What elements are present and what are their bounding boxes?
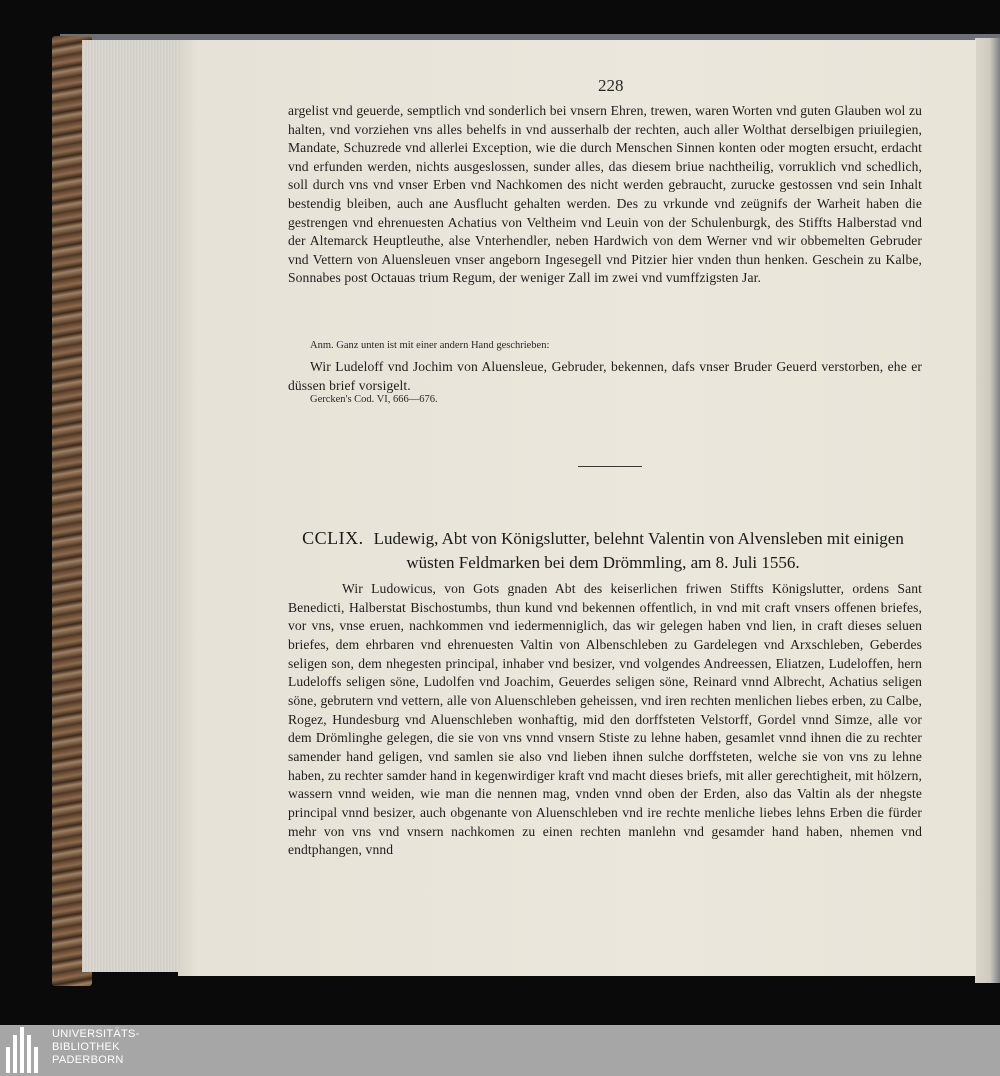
document-heading bbox=[300, 526, 906, 575]
paragraph-charter-conclusion: argelist vnd geuerde, semptlich vnd sonderlich bei vnsern Ehren, trewen, waren Worten vnd guten Glauben wol zu halten, vnd vorziehen vns alles behelfs in vnd ausserhalb der rechten, auch aller Wolthat derselbigen priuilegien, Mandate, Schuzrede vnd allerlei Exception, wie die durch Menschen Sinnen konten oder mogten ersucht, erdacht vnd erfunden werden, nichts ausgeslossen, sunder alles, das diesem briue nachtheilig, vorruklich vnd schedlich, soll durch vns vnd vnser Erben vnd Nachkomen des nicht werden gebraucht, zurucke gestossen vnd sein Inhalt bestendig bleiben, auch ane Ausflucht gehalten werden. Des zu vrkunde vnd zeügnifs der Warheit haben die gestrengen vnd ehrenuesten Achatius von Veltheim vnd Leuin von der Schulenburgk, des Stiffts Halberstad vnd der Altemarck Heuptleuthe, alse Vnterhendler, neben Hardwich von dem Werner vnd wir obbemelten Gebruder vnd Vettern von Aluensleuen vnser angeborn Ingesegell vnd Pitzier hier vnden thun henken. Geschein zu Kalbe, Sonnabes post Octauas trium Regum, der weniger Zall im zwei vnd vumffzigsten Jar. bbox=[288, 103, 922, 286]
document-number: CCLIX. bbox=[302, 528, 364, 548]
section-divider bbox=[578, 466, 642, 467]
library-name bbox=[52, 1028, 140, 1067]
page-number: 228 bbox=[598, 76, 624, 95]
library-name-line: UNIVERSITÄTS- bbox=[52, 1028, 140, 1040]
library-logo-icon bbox=[6, 1027, 42, 1073]
annotation-label: Anm. Ganz unten ist mit einer andern Hand geschrieben: bbox=[310, 340, 550, 351]
library-footer bbox=[0, 1025, 1000, 1076]
library-name-line: BIBLIOTHEK bbox=[52, 1041, 120, 1053]
paragraph-annotation: Wir Ludeloff vnd Jochim von Aluensleue, Gebruder, bekennen, dafs vnser Bruder Geuerd verstorben, ehe er düssen brief vorsigelt. bbox=[288, 359, 922, 393]
source-citation: Gercken's Cod. VI, 666—676. bbox=[310, 394, 438, 405]
paragraph-charter-body: Wir Ludowicus, von Gots gnaden Abt des keiserlichen friwen Stiffts Königslutter, ordens Sant Benedicti, Halberstat Bischostumbs, thun kund vnd bekennen offentlich, in vnd mit craft vnsers offenen briefes, vor vns, vnse eruen, nachkommen vnd iedermenniglich, das wir gelegen haben vnd lien, in craft dieses seluen briefes, dem ehrbaren vnd ehrenuesten Valtin von Albenschleben zu Gardelegen vnd Arxschleben, Geberdes seligen son, dem nhegesten principal, inhaber vnd besizer, vnd volgendes Andreessen, Eliatzen, Ludeloffen, hern Ludeloffs seligen söne, Ludolfen vnd Joachim, Geuerdes seligen söne, Reinard vnnd Albrecht, Achatius seligen söne, gebrutern vnd vettern, alle von Aluenschleben geheissen, vnd iren rechten menlichen liebes erben, zu Calbe, Rogez, Hundesburg vnd Aluenschleben wonhaftig, mid den dorffsteten Velstorff, Gordel vnnd Simze, alle vor dem Drömlinghe gelegen, die sie von vns vnnd vnsern Stiste zu lehne haben, gesamlet vnnd ihnen die zu rechter samender hand geligen, vnd samlen sie also vnd lieben ihnen sulche dorffsteten, welche sie von vns zu lehne haben, zu rechter samder hand in kegenwirdiger kraft vnd macht dieses briefs, mit aller gerechtigheit, mit hölzern, wassern vnnd weiden, wie man die nennen mag, vnden vnnd oben der Erden, also das Valtin als der nhegste principal vnnd besizer, auch obgenante von Aluenschleben vnd ire rechte menliche liebes lehns Erben die fürder mehr von vns vnd vnsern nachkomen zu einen rechten manlehn vnd gesamder hand haben, nhemen vnd endtphangen, vnnd bbox=[288, 581, 922, 858]
library-name-line: PADERBORN bbox=[52, 1054, 124, 1066]
document-title: Ludewig, Abt von Königslutter, belehnt Valentin von Alvensleben mit einigen wüsten Feldmarken bei dem Drömmling, am 8. Juli 1556. bbox=[373, 529, 904, 572]
